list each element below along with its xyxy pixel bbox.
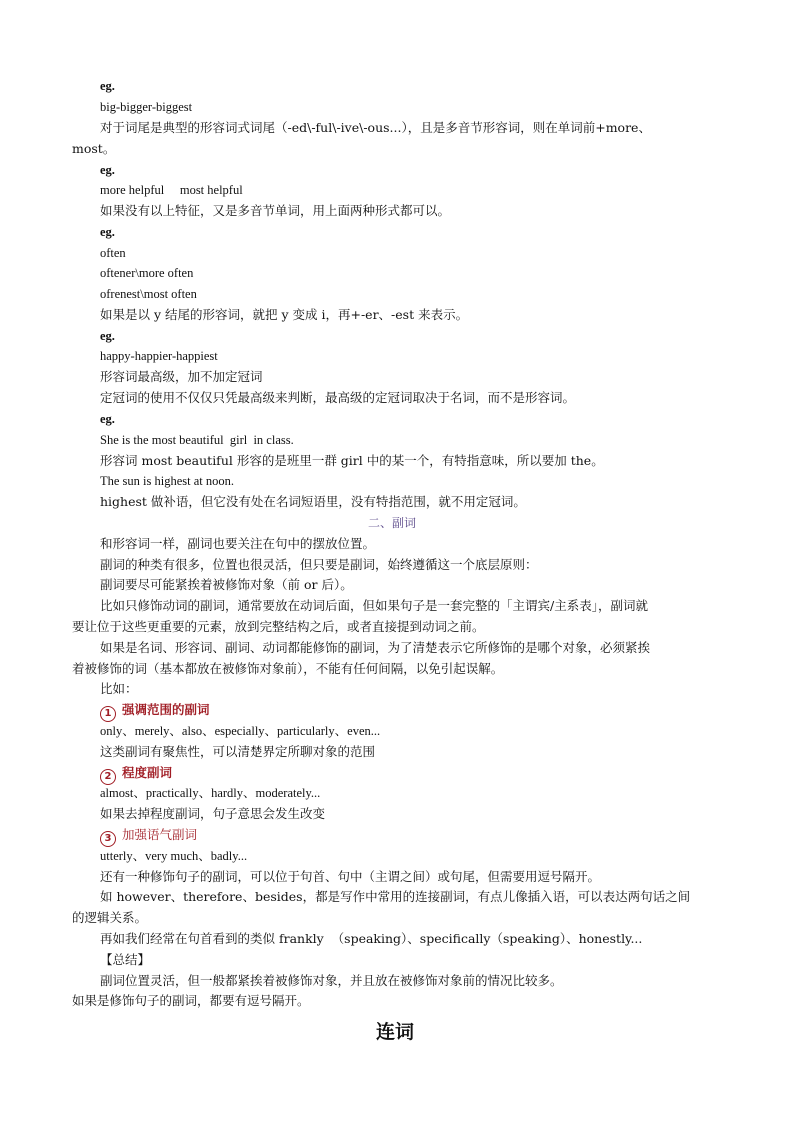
paragraph-line: 对于词尾是典型的形容词式词尾（-ed\-ful\-ive\-ous...），且是多音节形容词，则在单词前+more、 bbox=[100, 120, 651, 135]
paragraph-line: most。 bbox=[72, 141, 116, 156]
circled-number: 1 bbox=[100, 706, 116, 722]
paragraph-line: 副词要尽可能紧挨着被修饰对象（前 or 后）。 bbox=[100, 577, 353, 592]
example-text: often bbox=[100, 246, 126, 260]
summary-label: 【总结】 bbox=[100, 952, 151, 967]
paragraph-line: highest 做补语，但它没有处在名词短语里，没有特指范围，就不用定冠词。 bbox=[100, 494, 526, 509]
paragraph-line: 如果是以 y 结尾的形容词，就把 y 变成 i，再+-er、-est 来表示。 bbox=[100, 307, 469, 322]
example-text: happy-happier-happiest bbox=[100, 349, 218, 363]
paragraph-line: 还有一种修饰句子的副词，可以位于句首、句中（主谓之间）或句尾，但需要用逗号隔开。 bbox=[100, 869, 601, 884]
subheading-emphasis-adverbs bbox=[100, 826, 197, 847]
eg-label: eg. bbox=[100, 329, 115, 343]
paragraph-line: 副词的种类有很多，位置也很灵活，但只要是副词，始终遵循这一个底层原则： bbox=[100, 557, 538, 572]
paragraph-line: 如果是修饰句子的副词，都要有逗号隔开。 bbox=[72, 993, 310, 1008]
paragraph-line: 比如只修饰动词的副词，通常要放在动词后面，但如果句子是一套完整的「主谓宾/主系表」，副词就 bbox=[100, 598, 648, 613]
paragraph-line: 和形容词一样，副词也要关注在句中的摆放位置。 bbox=[100, 536, 376, 551]
example-text: She is the most beautiful girl in class. bbox=[100, 433, 294, 447]
paragraph-line: 着被修饰的词（基本都放在被修饰对象前），不能有任何间隔，以免引起误解。 bbox=[72, 661, 504, 676]
paragraph-line: 的逻辑关系。 bbox=[72, 910, 148, 925]
section-heading: 二、副词 bbox=[368, 516, 417, 530]
example-text: ofrenest\most often bbox=[100, 287, 197, 301]
paragraph-line: 如果没有以上特征，又是多音节单词，用上面两种形式都可以。 bbox=[100, 203, 451, 218]
paragraph-line: 定冠词的使用不仅仅只凭最高级来判断，最高级的定冠词取决于名词，而不是形容词。 bbox=[100, 390, 576, 405]
example-text: almost、practically、hardly、moderately... bbox=[100, 786, 321, 800]
subheading-label: 强调范围的副词 bbox=[122, 702, 210, 717]
paragraph-line: 这类副词有聚焦性，可以清楚界定所聊对象的范围 bbox=[100, 744, 376, 759]
example-text: oftener\more often bbox=[100, 266, 194, 280]
paragraph-line: 要让位于这些更重要的元素，放到完整结构之后，或者直接提到动词之前。 bbox=[72, 619, 485, 634]
paragraph-line: 如果去掉程度副词，句子意思会发生改变 bbox=[100, 806, 326, 821]
circled-number: 2 bbox=[100, 769, 116, 785]
circled-number: 3 bbox=[100, 831, 116, 847]
eg-label: eg. bbox=[100, 163, 115, 177]
eg-label: eg. bbox=[100, 412, 115, 426]
eg-label: eg. bbox=[100, 225, 115, 239]
subheading-degree-adverbs bbox=[100, 764, 172, 785]
paragraph-line: 副词位置灵活，但一般都紧挨着被修饰对象，并且放在被修饰对象前的情况比较多。 bbox=[100, 973, 563, 988]
subheading-label: 程度副词 bbox=[122, 765, 173, 780]
paragraph-line: 形容词 most beautiful 形容的是班里一群 girl 中的某一个，有特指意味，所以要加 the。 bbox=[100, 453, 604, 468]
paragraph-line: 形容词最高级，加不加定冠词 bbox=[100, 369, 263, 384]
subheading-label: 加强语气副词 bbox=[122, 827, 198, 842]
subheading-range-adverbs bbox=[100, 701, 210, 722]
paragraph-line: 再如我们经常在句首看到的类似 frankly （speaking）、specifically（speaking）、honestly... bbox=[100, 931, 643, 946]
paragraph-line: 如 however、therefore、besides，都是写作中常用的连接副词，有点儿像插入语，可以表达两句话之间 bbox=[100, 889, 691, 904]
example-text: The sun is highest at noon. bbox=[100, 474, 235, 488]
example-text: only、merely、also、especially、particularly、even... bbox=[100, 724, 381, 738]
eg-label: eg. bbox=[100, 79, 115, 93]
example-text: more helpful most helpful bbox=[100, 183, 243, 197]
paragraph-line: 比如： bbox=[100, 681, 138, 696]
example-text: utterly、very much、badly... bbox=[100, 849, 248, 863]
example-text: big-bigger-biggest bbox=[100, 100, 193, 114]
paragraph-line: 如果是名词、形容词、副词、动词都能修饰的副词，为了清楚表示它所修饰的是哪个对象，必须紧挨 bbox=[100, 640, 651, 655]
chapter-title: 连词 bbox=[376, 1021, 415, 1043]
